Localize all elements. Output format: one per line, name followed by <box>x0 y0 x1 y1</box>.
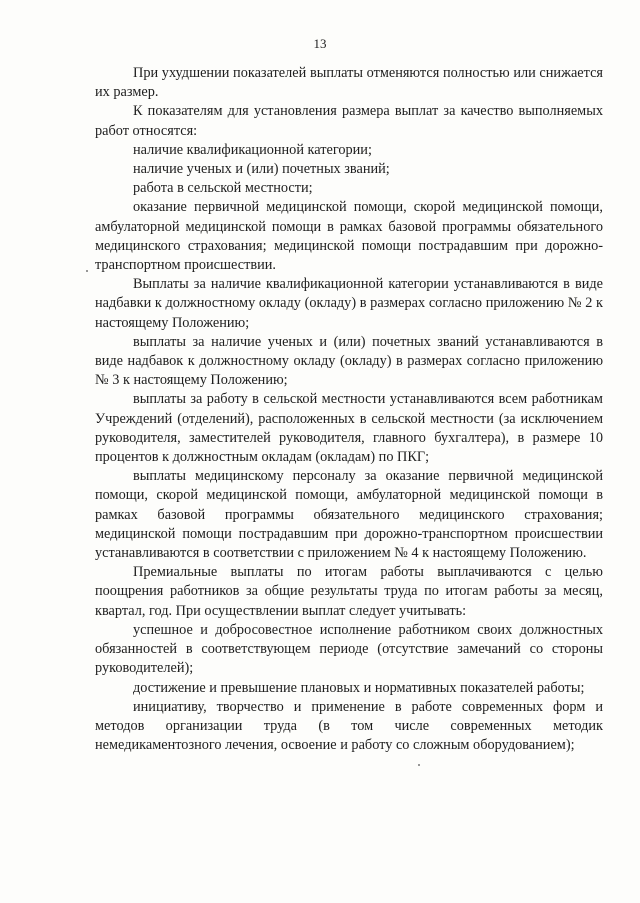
document-body <box>95 64 603 755</box>
scan-speck <box>86 270 88 272</box>
list-item-qualification: наличие квалификационной категории; <box>133 141 372 158</box>
paragraph-medical-staff-payments: выплаты медицинскому персоналу за оказание первичной медицинской помощи, скорой медицинской помощи, амбулаторной медицинской помощи в рамках базовой программы обязательного медицинского страхования; медицинской помощи пострадавшим при дорожно-транспортном происшествии устанавливаются в соответствии с приложением № 4 к настоящему Положению. <box>95 468 603 562</box>
list-item-academic-titles: наличие ученых и (или) почетных званий; <box>133 161 390 178</box>
paragraph-qualification-payments: Выплаты за наличие квалификационной категории устанавливаются в виде надбавки к должностному окладу (окладу) в размерах согласно приложению № 2 к настоящему Положению; <box>95 276 603 331</box>
list-item-medical-care: оказание первичной медицинской помощи, скорой медицинской помощи, амбулаторной медицинской помощи в рамках базовой программы обязательного медицинского страхования; медицинской помощи пострадавшим при дорожно-транспортном происшествии. <box>95 199 603 274</box>
list-item-rural-work: работа в сельской местности; <box>133 180 313 197</box>
paragraph-bonus-payments: Премиальные выплаты по итогам работы выплачиваются с целью поощрения работников за общие результаты труда по итогам работы за месяц, квартал, год. При осуществлении выплат следует учитывать: <box>95 564 603 619</box>
scan-speck <box>418 764 420 766</box>
paragraph-title-payments: выплаты за наличие ученых и (или) почетных званий устанавливаются в виде надбавок к должностному окладу (окладу) в размерах согласно приложению № 3 к настоящему Положению; <box>95 333 603 389</box>
list-item-duties: успешное и добросовестное исполнение работником своих должностных обязанностей в соответствующем периоде (отсутствие замечаний со стороны руководителей); <box>95 621 603 677</box>
paragraph-2: К показателям для установления размера выплат за качество выполняемых работ относятся: <box>95 103 603 139</box>
paragraph-1: При ухудшении показателей выплаты отменяются полностью или снижается их размер. <box>95 65 603 101</box>
list-item-initiative: инициативу, творчество и применение в работе современных форм и методов организации труда (в том числе современных методик немедикаментозного лечения, освоение и работу со сложным оборудованием); <box>95 698 603 754</box>
list-item-targets: достижение и превышение плановых и нормативных показателей работы; <box>133 679 585 696</box>
page-number: 13 <box>313 36 327 51</box>
paragraph-rural-payments: выплаты за работу в сельской местности устанавливаются всем работникам Учреждений (отделений), расположенных в сельской местности (за исключением руководителя, заместителей руководителя, главного бухгалтера), в размере 10 процентов к должностным окладам (окладам) по ПКГ; <box>95 391 603 466</box>
